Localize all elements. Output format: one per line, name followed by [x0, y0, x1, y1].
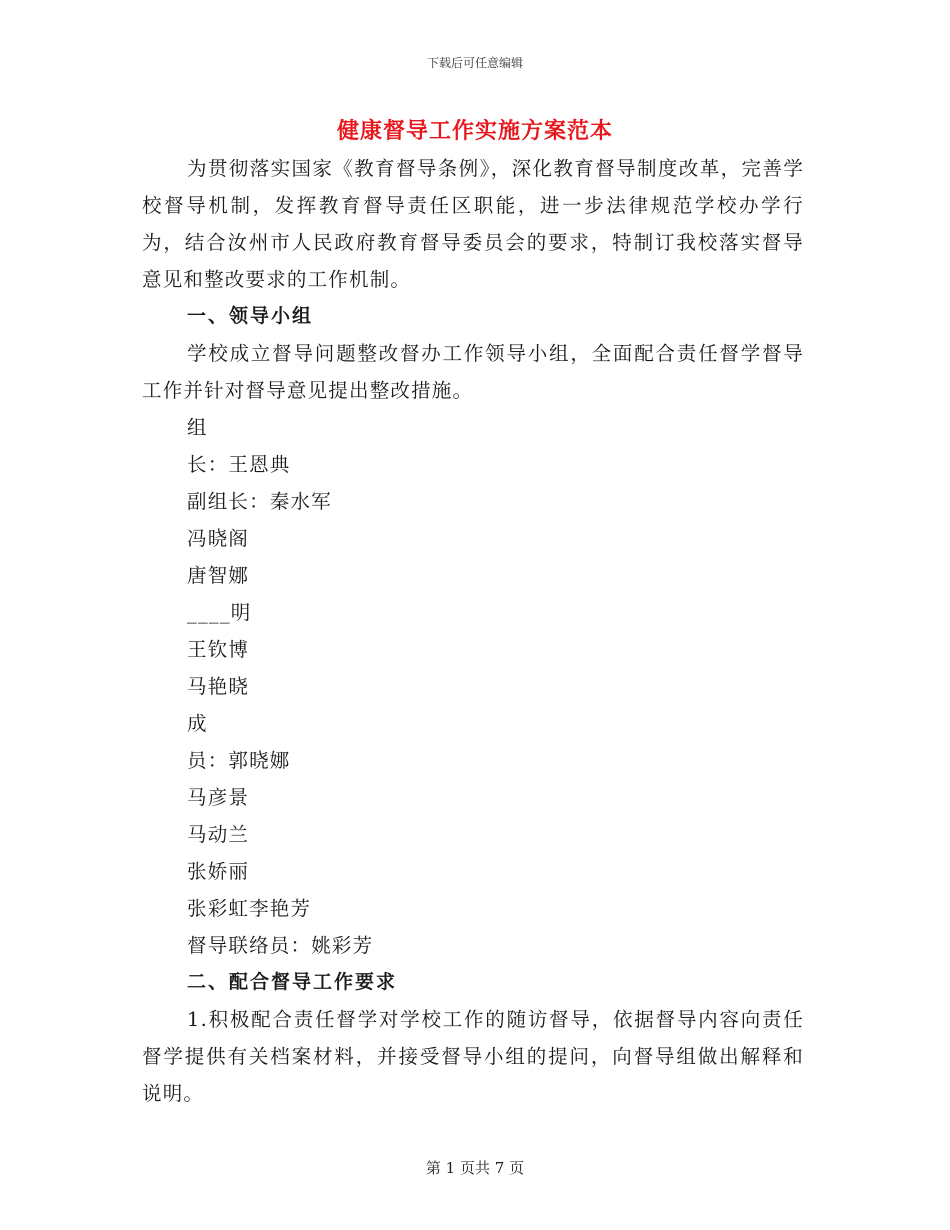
member-list	[142, 409, 804, 964]
member-line: 唐智娜	[187, 564, 250, 587]
member-line: 成	[187, 712, 208, 735]
member-line: 副组长：秦水军	[187, 490, 332, 513]
member-line: 王钦博	[187, 638, 250, 661]
member-line: 马彦景	[187, 786, 250, 809]
member-line: 冯晓阁	[187, 527, 250, 550]
member-line: 长：王恩典	[187, 453, 291, 476]
member-line: 员：郭晓娜	[187, 749, 291, 772]
member-line: 督导联络员：姚彩芳	[187, 934, 374, 957]
member-line: 组	[187, 416, 208, 439]
document-title: 健康督导工作实施方案范本	[336, 118, 613, 144]
requirements-paragraph: 1.积极配合责任督学对学校工作的随访督导，依据督导内容向责任督学提供有关档案材料，并接受督导小组的提问，向督导组做出解释和说明。	[142, 1008, 804, 1105]
page-footer: 第 1 页共 7 页	[425, 1159, 525, 1177]
header-note: 下载后可任意编辑	[426, 56, 523, 70]
member-line: ____明	[187, 601, 252, 624]
document-body	[142, 150, 804, 1112]
member-line: 张娇丽	[187, 860, 250, 883]
member-line: 张彩虹李艳芳	[187, 897, 312, 920]
section-heading-leadership: 一、领导小组	[187, 305, 314, 327]
intro-paragraph: 为贯彻落实国家《教育督导条例》，深化教育督导制度改革，完善学校督导机制，发挥教育督导责任区职能，进一步法律规范学校办学行为，结合汝州市人民政府教育督导委员会的要求，特制订我校落实督导意见和整改要求的工作机制。	[142, 157, 804, 291]
member-line: 马动兰	[187, 823, 250, 846]
member-line: 马艳晓	[187, 675, 250, 698]
section-heading-requirements: 二、配合督导工作要求	[187, 971, 398, 993]
leadership-paragraph: 学校成立督导问题整改督办工作领导小组，全面配合责任督学督导工作并针对督导意见提出整改措施。	[142, 342, 804, 402]
